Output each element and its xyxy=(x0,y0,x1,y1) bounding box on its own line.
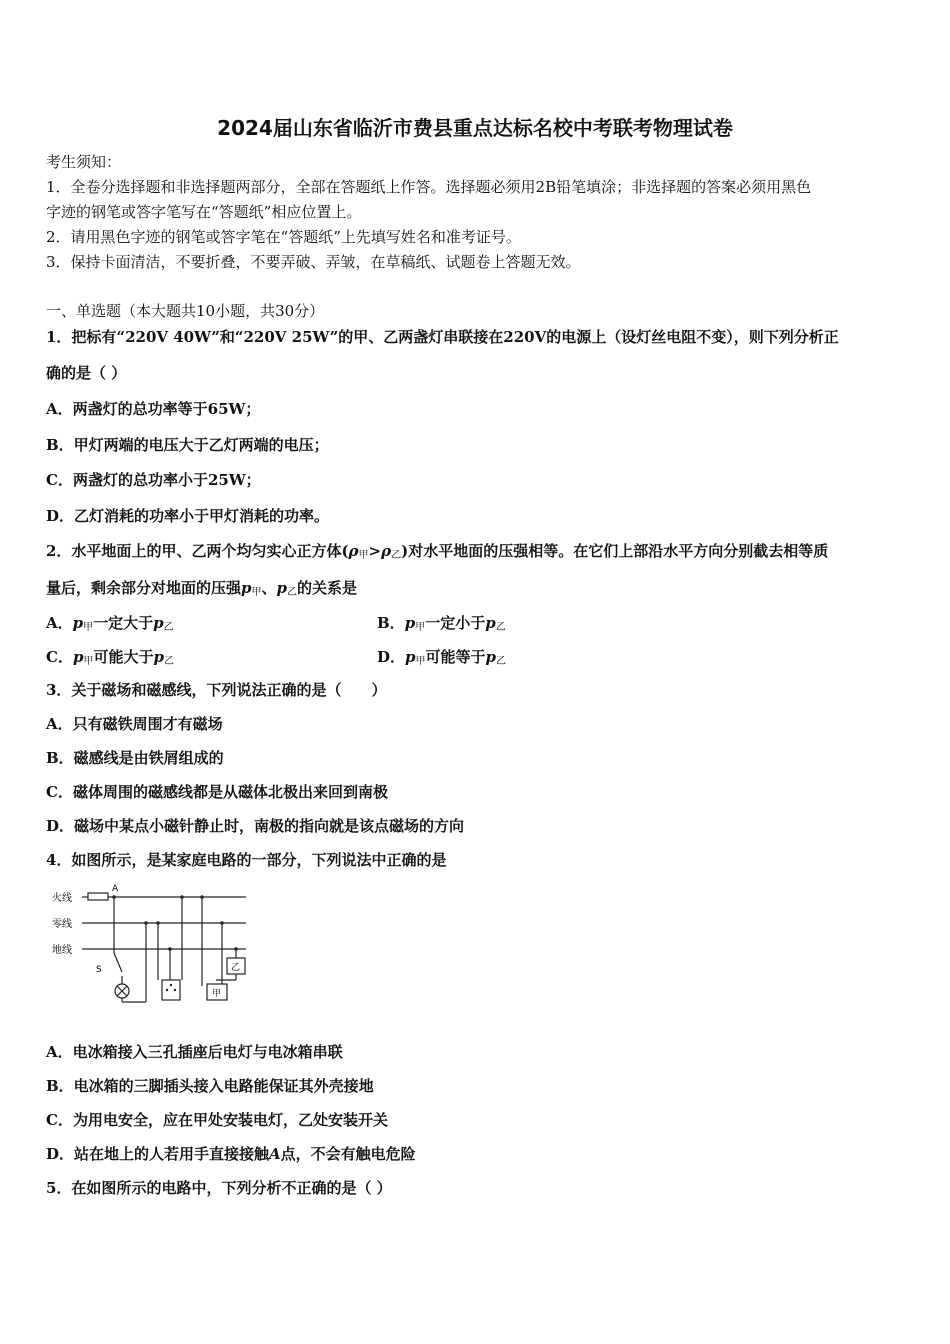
section-heading: 一、单选题（本大题共10小题，共30分） xyxy=(46,302,325,320)
q5-stem: 5．在如图所示的电路中，下列分析不正确的是（ ） xyxy=(46,1179,392,1197)
label-point-a: A xyxy=(112,884,119,894)
notice-line-4: 3．保持卡面清洁，不要折叠，不要弄破、弄皱，在草稿纸、试题卷上答题无效。 xyxy=(46,253,581,271)
q2-option-d: D．$p_甲$可能等于$p_乙$ xyxy=(377,648,507,667)
notice-line-2: 字迹的钢笔或答字笔写在“答题纸”相应位置上。 xyxy=(46,203,362,221)
household-circuit-diagram xyxy=(46,880,256,1010)
notice-line-1: 1．全卷分选择题和非选择题两部分，全部在答题纸上作答。选择题必须用2B铅笔填涂；非选择题的答案必须用黑色 xyxy=(46,178,812,196)
q3-option-a: A．只有磁铁周围才有磁场 xyxy=(46,715,223,733)
q4-option-d: D．站在地上的人若用手直接接触A点，不会有触电危险 xyxy=(46,1145,416,1163)
q3-stem: 3．关于磁场和磁感线，下列说法正确的是（ ） xyxy=(46,681,387,699)
q1-option-c: C．两盏灯的总功率小于25W； xyxy=(46,471,261,489)
label-switch-s: S xyxy=(96,965,102,975)
q2-stem-line-2: 量后，剩余部分对地面的压强$p_甲$、$p_乙$的关系是 xyxy=(46,579,358,598)
q2-option-c: C．$p_甲$可能大于$p_乙$ xyxy=(46,648,174,667)
notice-heading: 考生须知： xyxy=(46,153,122,171)
q1-option-a: A．两盏灯的总功率等于65W； xyxy=(46,400,261,418)
label-ground-wire: 地线 xyxy=(52,945,72,956)
q1-option-b: B．甲灯两端的电压大于乙灯两端的电压； xyxy=(46,436,329,454)
q4-option-c: C．为用电安全，应在甲处安装电灯，乙处安装开关 xyxy=(46,1111,388,1129)
q1-stem-line-1: 1．把标有“220V 40W”和“220V 25W”的甲、乙两盏灯串联接在220V的电源上（设灯丝电阻不变），则下列分析正 xyxy=(46,328,839,346)
q3-option-c: C．磁体周围的磁感线都是从磁体北极出来回到南极 xyxy=(46,783,388,801)
q2-stem-line-1: 2．水平地面上的甲、乙两个均匀实心正方体$(\rho_甲>\rho_乙)$对水平地面的压强相等。在它们上部沿水平方向分别截去相等质 xyxy=(46,542,829,561)
page-title: 2024届山东省临沂市费县重点达标名校中考联考物理试卷 xyxy=(217,116,733,140)
label-fire-wire: 火线 xyxy=(52,893,72,904)
label-jia: 甲 xyxy=(212,989,222,999)
q2-option-a: A．$p_甲$一定大于$p_乙$ xyxy=(46,614,174,633)
q2-option-b: B．$p_甲$一定小于$p_乙$ xyxy=(377,614,506,633)
q3-option-b: B．磁感线是由铁屑组成的 xyxy=(46,749,224,767)
q1-stem-line-2: 确的是（ ） xyxy=(46,364,127,382)
q4-option-a: A．电冰箱接入三孔插座后电灯与电冰箱串联 xyxy=(46,1043,343,1061)
label-neutral-wire: 零线 xyxy=(52,919,72,930)
label-yi: 乙 xyxy=(231,963,241,973)
q4-stem: 4．如图所示，是某家庭电路的一部分，下列说法中正确的是 xyxy=(46,851,447,869)
q4-option-b: B．电冰箱的三脚插头接入电路能保证其外壳接地 xyxy=(46,1077,374,1095)
notice-line-3: 2．请用黑色字迹的钢笔或答字笔在“答题纸”上先填写姓名和准考证号。 xyxy=(46,228,521,246)
q3-option-d: D．磁场中某点小磁针静止时，南极的指向就是该点磁场的方向 xyxy=(46,817,465,835)
q1-option-d: D．乙灯消耗的功率小于甲灯消耗的功率。 xyxy=(46,507,330,525)
